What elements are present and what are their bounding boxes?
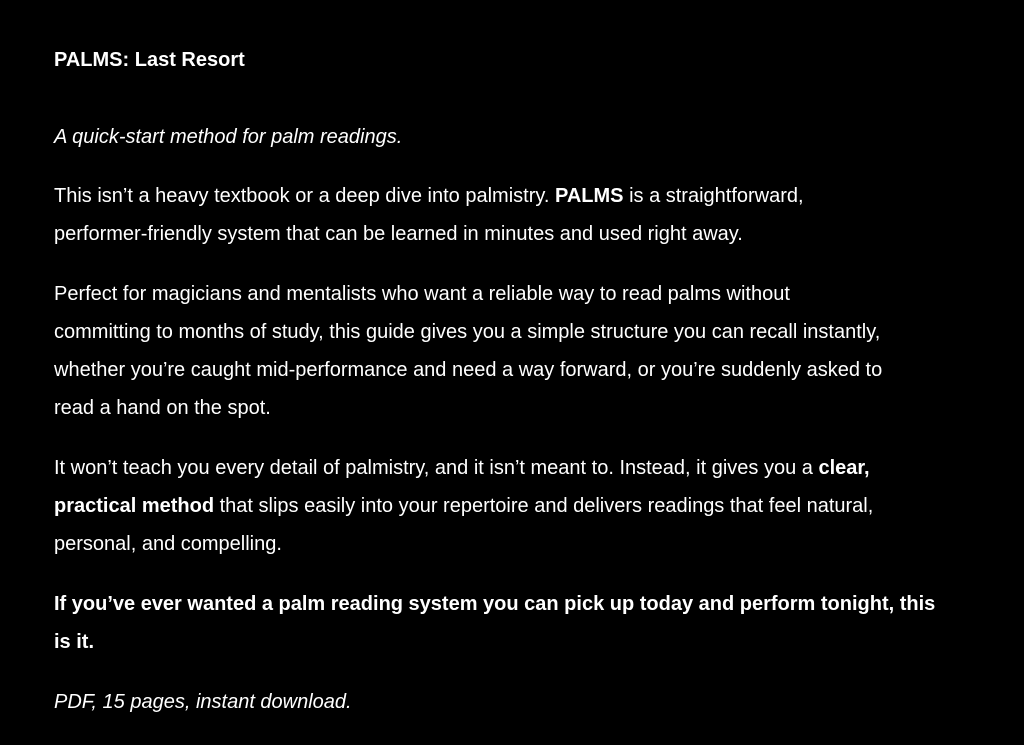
- method-text: It won’t teach you every detail of palmistry, and it isn’t meant to. Instead, it gives you a: [54, 457, 819, 479]
- callout-line-2: is it.: [54, 631, 95, 653]
- intro-text: This isn’t a heavy textbook or a deep dive into palmistry.: [54, 185, 555, 207]
- method-line-3: personal, and compelling.: [54, 533, 282, 555]
- product-specs: PDF, 15 pages, instant download.: [54, 691, 352, 713]
- intro-line-1: [54, 177, 994, 215]
- method-line-1: [54, 449, 994, 487]
- clear-emphasis: clear,: [818, 457, 870, 479]
- callout-paragraph: [54, 585, 994, 661]
- product-title: PALMS: Last Resort: [54, 49, 245, 71]
- method-paragraph: [54, 449, 994, 563]
- intro-text-cont: is a straightforward,: [623, 185, 804, 207]
- product-tagline: A quick-start method for palm readings.: [54, 126, 403, 148]
- audience-paragraph: [54, 275, 994, 427]
- intro-paragraph: [54, 177, 994, 253]
- practical-method-emphasis: practical method: [54, 495, 215, 517]
- intro-line-2: performer-friendly system that can be learned in minutes and used right away.: [54, 223, 743, 245]
- audience-line-3: whether you’re caught mid-performance and need a way forward, or you’re suddenly asked to: [54, 359, 883, 381]
- audience-line-1: Perfect for magicians and mentalists who want a reliable way to read palms without: [54, 283, 790, 305]
- callout-line-1: If you’ve ever wanted a palm reading system you can pick up today and perform tonight, this: [54, 593, 936, 615]
- audience-line-2: committing to months of study, this guide gives you a simple structure you can recall instantly,: [54, 321, 881, 343]
- audience-line-4: read a hand on the spot.: [54, 397, 271, 419]
- method-text-cont: that slips easily into your repertoire and delivers readings that feel natural,: [214, 495, 874, 517]
- palms-emphasis: PALMS: [555, 185, 624, 207]
- method-line-2: [54, 487, 994, 525]
